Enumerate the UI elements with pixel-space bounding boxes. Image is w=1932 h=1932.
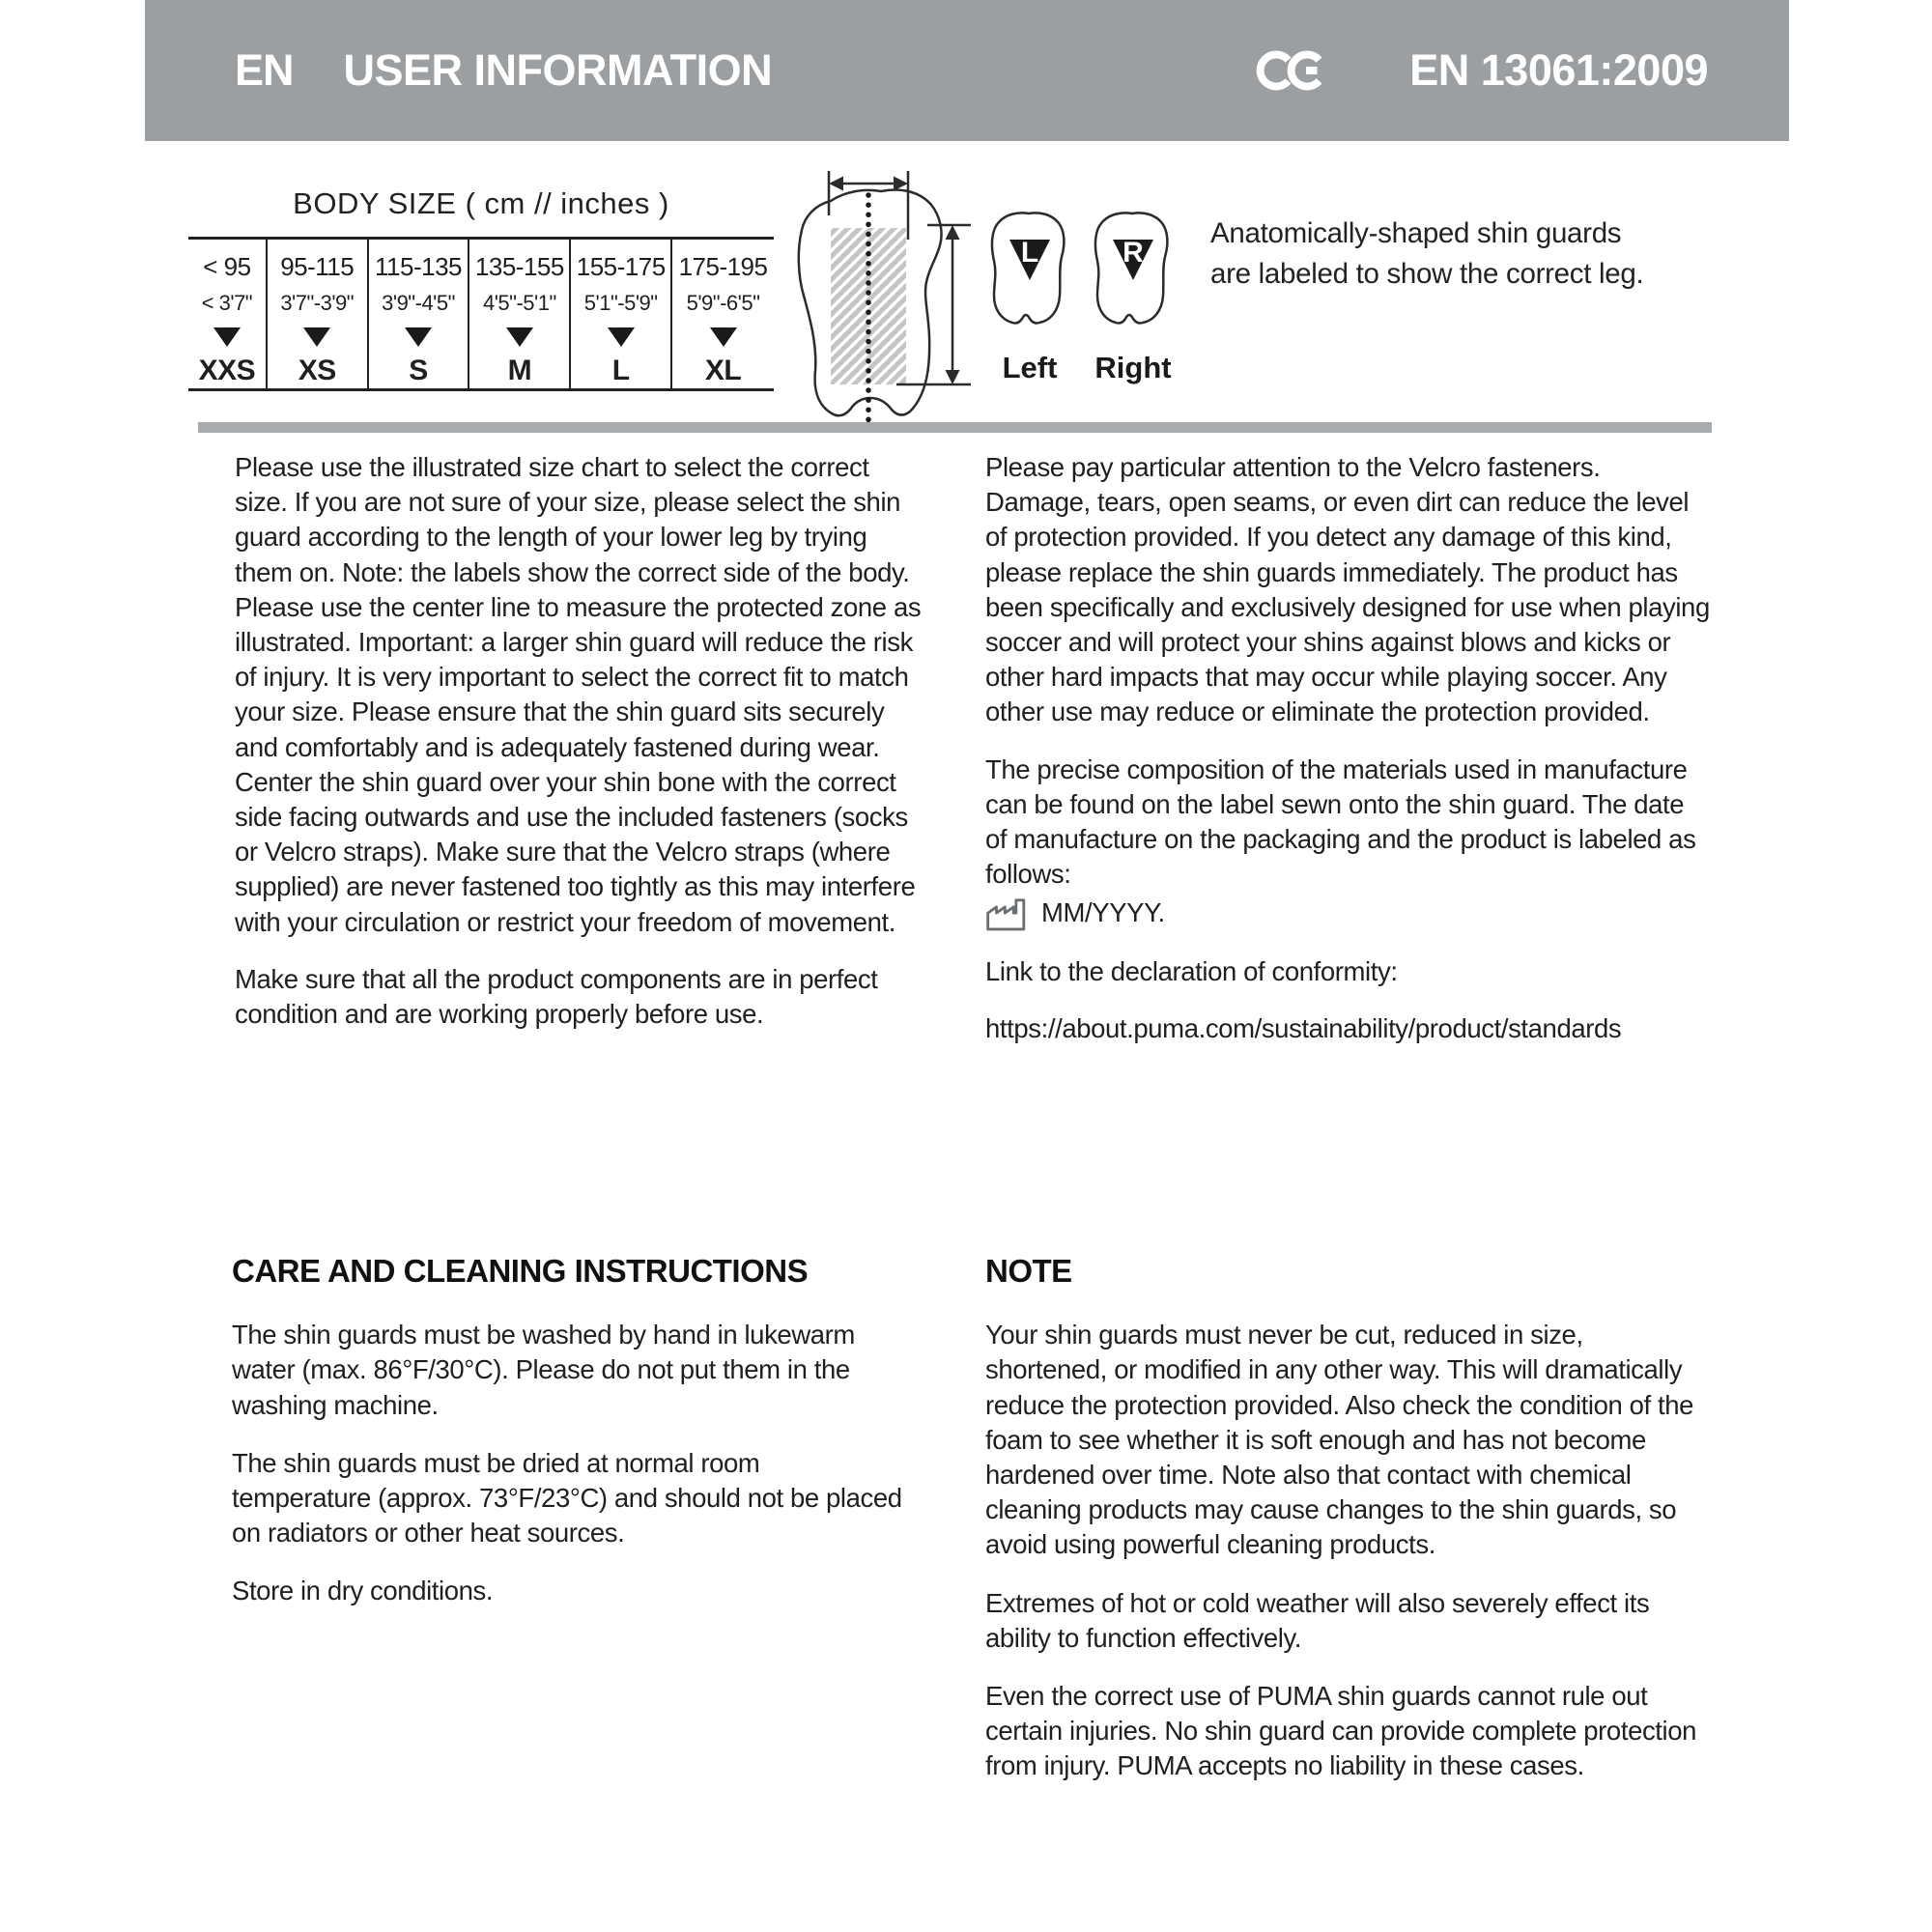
- down-triangle-icon: [213, 327, 241, 347]
- paragraph: Please pay particular attention to the Velcro fasteners. Damage, tears, open seams, or even dirt can reduce the level of protection provided. If you detect any damage of this kind, please replace the shin guards immediately. The product has been specifically and exclusively designed for use when playing soccer and will protect your shins against blows and kicks or other hard impacts that may occur while playing soccer. Any other use may reduce or eliminate the protection provided.: [985, 452, 1710, 727]
- size-code: XL: [704, 355, 742, 386]
- paragraph: The shin guards must be washed by hand in lukewarm water (max. 86°F/30°C). Please do not put them in the washing machine.: [232, 1320, 855, 1420]
- inch-range: 3'9"-4'5": [382, 291, 455, 315]
- left-guard: [992, 213, 1064, 384]
- height-arrowhead-bottom: [946, 370, 960, 384]
- size-column-xl: [672, 240, 774, 388]
- size-code: S: [409, 355, 428, 386]
- paragraph: Even the correct use of PUMA shin guards cannot rule out certain injuries. No shin guard can provide complete protection from injury. PUMA accepts no liability in these cases.: [985, 1681, 1697, 1781]
- factory-icon: [985, 896, 1030, 931]
- conformity-label: Link to the declaration of conformity:: [985, 955, 1398, 986]
- size-code: L: [611, 355, 630, 386]
- intro-left-column: [235, 450, 925, 1054]
- width-arrowhead-right: [894, 177, 908, 191]
- right-label: Right: [1094, 351, 1172, 384]
- inch-range: 4'5"-5'1": [482, 291, 556, 315]
- care-heading: CARE AND CLEANING INSTRUCTIONS: [232, 1253, 809, 1289]
- cm-range: 115-135: [375, 252, 463, 281]
- size-column-s: [369, 240, 470, 388]
- down-triangle-icon: [710, 327, 737, 347]
- paragraph: The precise composition of the materials used in manufacture can be found on the label sewn onto the shin guard. The date of manufacture on the packaging and the product is labeled as follows:: [985, 753, 1696, 890]
- paragraph: Your shin guards must never be cut, reduced in size, shortened, or modified in any other way. This will dramatically reduce the protection provided. Also check the condition of the foam to see whether it is soft enough and has not become hardened over time. Note also that contact with chemical cleaning products may cause changes to the shin guards, so avoid using powerful cleaning products.: [985, 1320, 1694, 1560]
- width-arrowhead-left: [829, 177, 843, 191]
- cm-range: 95-115: [280, 252, 355, 281]
- conformity-url: https://about.puma.com/sustainability/product/standards: [985, 1012, 1622, 1043]
- down-triangle-icon: [303, 327, 330, 347]
- size-chart-title: BODY SIZE ( cm // inches ): [293, 186, 669, 220]
- header-right-group: [1255, 45, 1789, 96]
- size-column-xxs: [188, 240, 268, 388]
- caption-line-2: are labeled to show the correct leg.: [1210, 258, 1644, 290]
- inch-range: 5'9"-6'5": [686, 291, 760, 315]
- cm-range: 155-175: [576, 252, 666, 281]
- intro-right-column: [985, 450, 1712, 1068]
- size-column-l: [571, 240, 672, 388]
- cm-range: 175-195: [678, 252, 768, 281]
- right-guard: [1094, 213, 1171, 384]
- language-code: EN: [235, 45, 294, 95]
- page-title: USER INFORMATION: [343, 45, 773, 95]
- date-format-code: MM/YYYY.: [1041, 897, 1165, 928]
- note-section: [985, 1254, 1705, 1807]
- size-code: XS: [298, 355, 336, 386]
- left-label: Left: [1002, 351, 1058, 384]
- size-column-xs: [268, 240, 369, 388]
- section-divider: [198, 422, 1712, 433]
- height-arrowhead-top: [946, 225, 960, 240]
- inch-range: 5'1"-5'9": [583, 291, 658, 315]
- paragraph: Store in dry conditions.: [232, 1576, 494, 1606]
- cm-range: 135-155: [474, 252, 564, 281]
- size-chart: [188, 186, 774, 391]
- left-letter: L: [1020, 237, 1039, 269]
- down-triangle-icon: [506, 327, 533, 347]
- diagram-caption: [1210, 213, 1713, 295]
- note-heading: NOTE: [985, 1253, 1072, 1289]
- down-triangle-icon: [405, 327, 432, 347]
- right-letter: R: [1122, 237, 1144, 269]
- paragraph: The shin guards must be dried at normal room temperature (approx. 73°F/23°C) and should not be placed on radiators or other heat sources.: [232, 1447, 902, 1548]
- inch-range: 3'7"-3'9": [280, 291, 355, 315]
- size-code: M: [507, 355, 532, 386]
- size-table: [188, 237, 774, 391]
- size-column-m: [469, 240, 571, 388]
- down-triangle-icon: [608, 327, 635, 347]
- header-left-group: [145, 45, 772, 96]
- care-section: [232, 1254, 903, 1633]
- inch-range: < 3'7": [201, 291, 253, 315]
- standard-number: EN 13061:2009: [1409, 45, 1708, 95]
- manufacture-date-line: [985, 895, 1712, 930]
- paragraph: Make sure that all the product components are in perfect condition and are working properly before use.: [235, 963, 878, 1030]
- header-bar: [145, 0, 1789, 141]
- paragraph: Extremes of hot or cold weather will also severely effect its ability to function effectively.: [985, 1587, 1650, 1653]
- left-right-guards: [985, 201, 1179, 394]
- paragraph: Please use the illustrated size chart to select the correct size. If you are not sure of your size, please select the shin guard according to the length of your lower leg by trying them on. Note: the labels show the correct side of the body. Please use the center line to measure the protected zone as illustrated. Important: a larger shin guard will reduce the risk of injury. It is very important to select the correct fit to match your size. Please ensure that the shin guard sits securely and comfortably and is adequately fastened during wear. Center the shin guard over your shin bone with the correct side facing outwards and use the included fasteners (socks or Velcro straps). Make sure that the Velcro straps (where supplied) are never fastened too tightly as this may interfere with your circulation or restrict your freedom of movement.: [235, 452, 922, 937]
- ce-mark-icon: [1255, 49, 1324, 92]
- caption-line-1: Anatomically-shaped shin guards: [1210, 217, 1622, 249]
- size-code: XXS: [198, 355, 256, 386]
- cm-range: < 95: [203, 252, 251, 281]
